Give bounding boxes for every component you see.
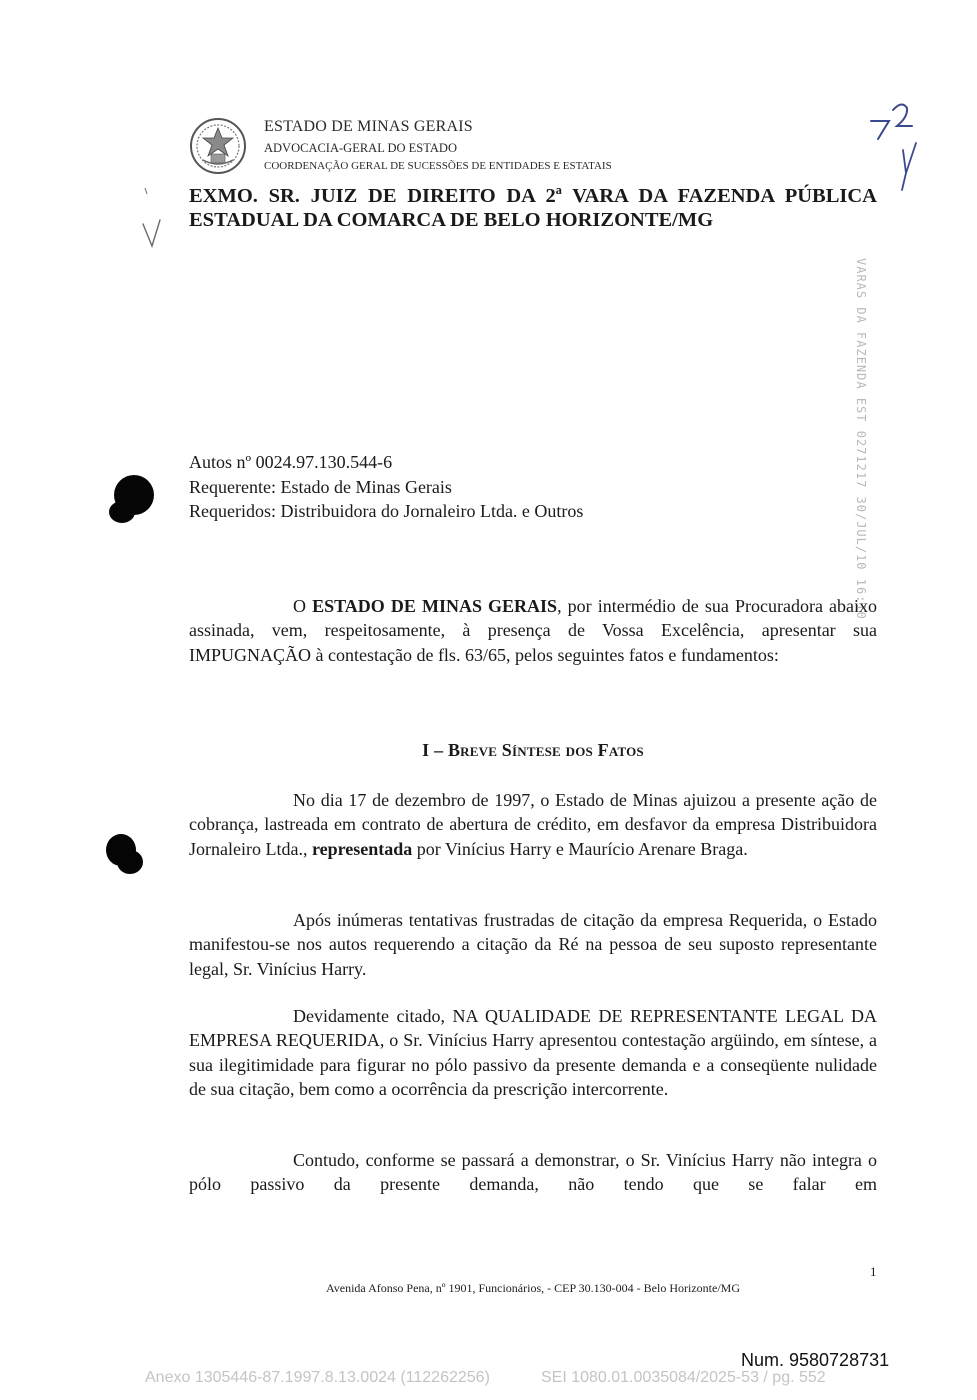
paragraph-facts-4: Contudo, conforme se passará a demonstrar, o Sr. Vinícius Harry não integra o pólo passivo da presente demanda, não tendo que se falar em: [189, 1150, 877, 1195]
case-defendants: Requeridos: Distribuidora do Jornaleiro Ltda. e Outros: [189, 501, 584, 521]
letterhead-agency: ADVOCACIA-GERAL DO ESTADO: [264, 141, 457, 155]
sei-reference: SEI 1080.01.0035084/2025-53 / pg. 552: [541, 1369, 826, 1386]
margin-tick-mark: [145, 188, 147, 194]
punch-hole-bottom: [106, 834, 143, 874]
section-title: I – Breve Síntese dos Fatos: [422, 740, 644, 760]
margin-pencil-mark: [143, 220, 160, 246]
footer-address: Avenida Afonso Pena, nº 1901, Funcionários, - CEP 30.130-004 - Belo Horizonte/MG: [325, 1281, 740, 1295]
facts-1-text-end: por Vinícius Harry e Maurício Arenare Braga.: [412, 838, 748, 859]
intro-text-rest: , por intermédio de sua Procuradora abaixo assinada, vem, respeitosamente, à presença de Vossa Excelência, apresentar sua IMPUGNAÇÃO à contestação de fls. 63/65, pelos seguintes fatos e fundamentos:: [189, 596, 877, 665]
annex-reference: Anexo 1305446-87.1997.8.13.0024 (112262256): [145, 1369, 490, 1386]
intro-party-name: ESTADO DE MINAS GERAIS: [312, 596, 558, 616]
document-number: Num. 9580728731: [741, 1350, 890, 1370]
facts-1-emphasis: representada: [311, 838, 413, 859]
punch-hole-top: [109, 475, 154, 523]
letterhead-state: ESTADO DE MINAS GERAIS: [264, 118, 473, 135]
handwritten-check-mark: [902, 143, 916, 190]
case-number: Autos nº 0024.97.130.544-6: [189, 452, 393, 472]
facts-1-text-start: No dia 17 de dezembro de 1997, o Estado de Minas ajuizou a presente ação de cobrança, lastreada em contrato de abertura de crédito, em desfavor da empresa Distribuidora Jornaleiro Ltda.,: [189, 790, 877, 859]
handwritten-page-number: [871, 104, 912, 139]
paragraph-facts-3: Devidamente citado, NA QUALIDADE DE REPRESENTANTE LEGAL DA EMPRESA REQUERIDA, o Sr. Vinícius Harry apresentou contestação argüindo, em síntese, a sua ilegitimidade para figurar no pólo passivo da presente demanda e a conseqüente nulidade de sua citação, bem como a ocorrência da prescrição intercorrente.: [189, 1006, 877, 1099]
intro-text-start: O: [293, 596, 313, 616]
letterhead-division: COORDENAÇÃO GERAL DE SUCESSÕES DE ENTIDADES E ESTATAIS: [264, 160, 612, 172]
addressee-line-2: ESTADUAL DA COMARCA DE BELO HORIZONTE/MG: [189, 209, 714, 231]
addressee-line-1: EXMO. SR. JUIZ DE DIREITO DA 2ª VARA DA FAZENDA PÚBLICA: [189, 185, 877, 207]
paragraph-facts-2: Após inúmeras tentativas frustradas de citação da empresa Requerida, o Estado manifestou-se nos autos requerendo a citação da Ré na pessoa de seu suposto representante legal, Sr. Vinícius Harry.: [189, 910, 877, 979]
receipt-stamp: VARAS DA FAZENDA EST 0271217 30/JUL/10 16:10: [854, 258, 868, 620]
page-number: 1: [870, 1264, 877, 1279]
case-plaintiff: Requerente: Estado de Minas Gerais: [189, 476, 452, 497]
